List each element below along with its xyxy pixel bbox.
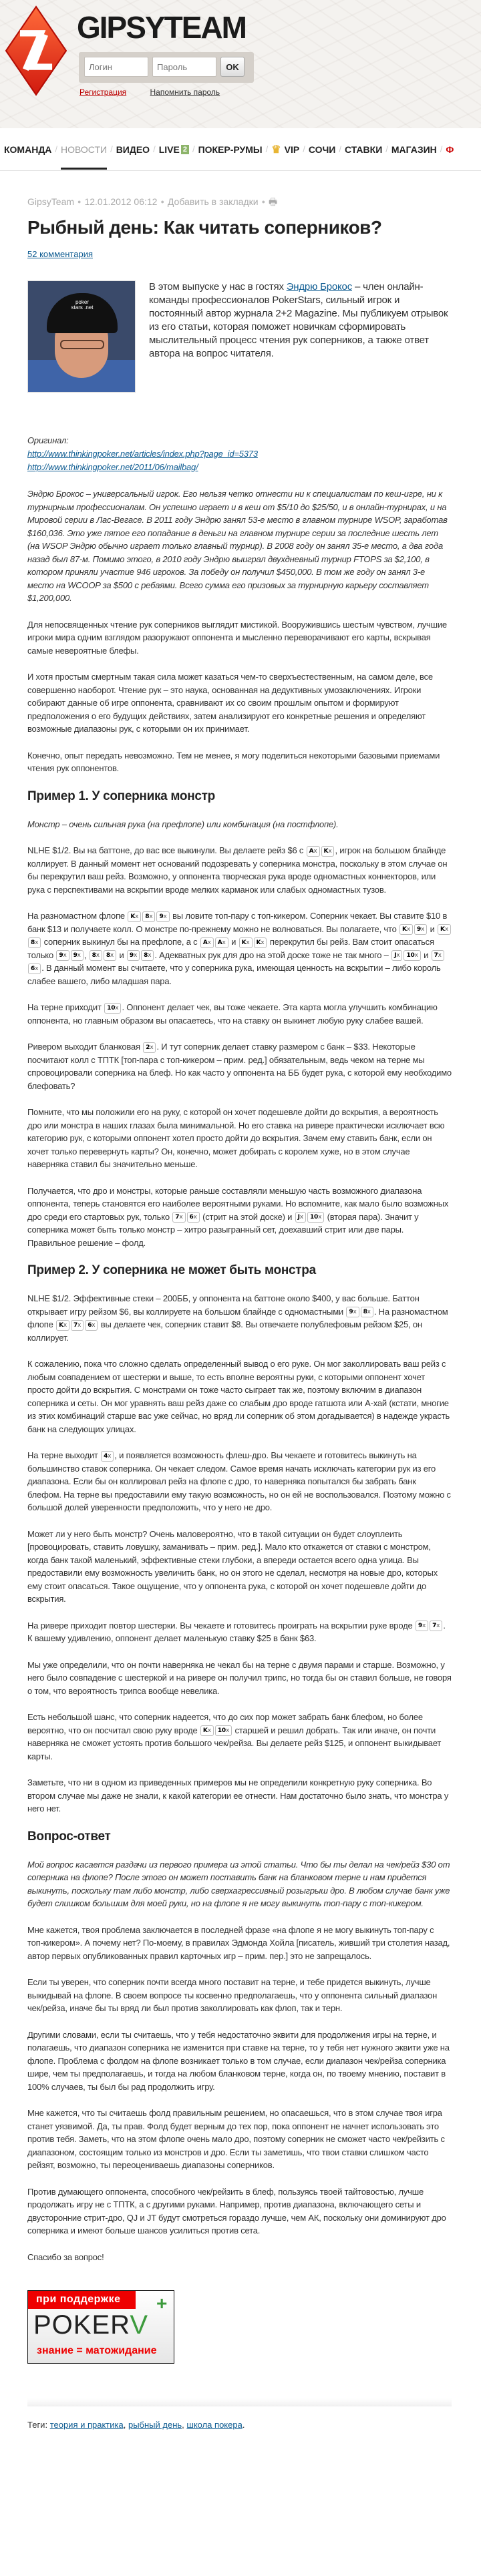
card-badge: 9x (414, 924, 427, 935)
card-badge: Kx (399, 924, 413, 935)
original-sources (27, 434, 452, 474)
site-header (0, 0, 481, 128)
card-badge: 6x (85, 1320, 98, 1331)
nav-label: КОМАНДА (4, 144, 52, 155)
login-ok-button[interactable]: OK (220, 57, 245, 77)
intro-after: – член онлайн-команды профессионалов PokerStars, сильный игрок и постоянный автор журнала 2+2 Magazine. Мы публикуем отрывок из его статьи, которая поможет новичкам сформировать мыслительный процесс чтения рук соперников, а также ответ автора на вопрос читателя. (149, 281, 448, 359)
text-segment: (стрит на этой доске) и (200, 1211, 295, 1222)
thanks-line: Спасибо за вопрос! (27, 2251, 104, 2262)
paragraph-with-cards (27, 1292, 452, 1344)
paragraph: Конечно, опыт передать невозможно. Тем не менее, я могу поделиться некоторыми базовыми приемами чтения рук оппонентов. (27, 750, 440, 773)
intro-before: В этом выпуске у нас в гостях (149, 281, 287, 292)
gipsyteam-logo-icon[interactable] (3, 5, 69, 96)
original-label: Оригинал: (27, 435, 69, 445)
nav-item-poker-rooms[interactable] (198, 144, 263, 155)
card-badge: 8x (142, 911, 155, 922)
nav-item-news[interactable] (61, 144, 107, 155)
answer-paragraph: Другими словами, если ты считаешь, что у тебя недостаточно эквити для продолжения игры на терне, и полагаешь, что диапазон соперника не изменится при ставке на терне, то у тебя нет нужного эквити уже на флопе. Проблема с фолдом на флопе возникает только в том случае, если диапазон чек/рейза соперника шире, чем ты предполагаешь, и тогда на любом бланковом терне, когда он, по твоему мнению, поставит в 100% случаев, ты был бы рад продолжить игру. (27, 2029, 450, 2092)
section-heading-qa: Вопрос-ответ (27, 1829, 111, 1844)
card-badge: 9x (71, 950, 84, 961)
nav-label: ПОКЕР-РУМЫ (198, 144, 263, 155)
article-meta (27, 195, 452, 211)
nav-separator: / (153, 144, 156, 154)
card-badge: 8x (90, 950, 102, 961)
text-segment: , игрок на большом блайнде коллирует. В данный момент нет оснований подозревать у соперника монстра, поскольку в этом случае он бы перекрутил ваш рейз. Возможно, у оппонента творческая рука вроде одномастных коннекторов, или рука с перспективами на вскрытии вроде мелких карманок или слабых одномастных тузов. (27, 845, 448, 895)
paragraph: Помните, что мы положили его на руку, с которой он хочет подешевле дойти до вскрытия, а вероятность дро или монстра в наших глазах была минимальной. Но его ставка на ривере практически исключает всю категорию рук, с которыми оппонент хотел просто дойти до вскрытия. Зачем ему ставить банк, если он хочет только перевернуть карты? Он, конечно, может добирать с королем хуже, но в этом случае наверняка ставил бы значительно меньше. (27, 1107, 445, 1169)
card-badge: 10x (404, 950, 420, 961)
article-date: 12.01.2012 06:12 (84, 196, 158, 207)
answer-paragraph: Мне кажется, что ты считаешь фолд правильным решением, но опасаешься, что в этом случае твоя игра станет уязвимой. Да, ты прав. Фолд будет верным до тех пор, пока оппонент не начнет использовать это против тебя. Заметь, что на этом флопе очень мало дро, поэтому соперник не сможет часто чек/рейзить с диапазоном, состоящим только из монстров и дро. Если ты заметишь, что твои ставки слишком часто рейзят, возможно, ты переоцениваешь диапазоны соперников. (27, 2108, 445, 2170)
card-badge: 9x (127, 950, 140, 961)
section-heading-example-1: Пример 1. У соперника монстр (27, 789, 215, 803)
article-intro (27, 280, 452, 393)
paragraph-with-cards (27, 1449, 452, 1514)
paragraph-with-cards (27, 1185, 452, 1250)
card-badge: Jx (391, 950, 402, 961)
text-segment: вы ловите топ-пару с топ-кикером. Соперник чекает. Вы ставите $10 в банк $13 и получаете колл. О монстре по-прежнему можно не волноваться. Вы полагаете, что (27, 911, 448, 934)
card-badge: Ax (215, 937, 228, 948)
paragraph: Для непосвященных чтение рук соперников выглядит мистикой. Вооружившись шестым чувством, лучшие игроки мира одним взглядом разоружают оппонента и мысленно переворачивают его карты, вскрывая самые невероятные блефы. (27, 619, 447, 656)
remind-password-link[interactable]: Напомнить пароль (150, 87, 220, 97)
site-brand[interactable]: GIPSYTEAM (77, 10, 246, 45)
section-heading-example-2: Пример 2. У соперника не может быть монстра (27, 1263, 316, 1277)
card-badge: 9x (346, 1307, 359, 1317)
nav-label: VIP (284, 144, 300, 155)
card-badge: 7x (71, 1320, 84, 1331)
tag-link[interactable]: школа покера (186, 2420, 243, 2430)
original-link-2[interactable]: http://www.thinkingpoker.net/2011/06/mailbag/ (27, 462, 198, 472)
nav-separator: / (385, 144, 388, 154)
text-segment: На терне приходит (27, 1002, 104, 1012)
author-profile-link[interactable]: Эндрю Брокос (286, 281, 352, 292)
paragraph-with-cards (27, 1040, 452, 1092)
nav-item-team[interactable] (4, 144, 51, 155)
tags-label: Теги: (27, 2420, 48, 2430)
photo-glasses (60, 340, 104, 349)
nav-label: НОВОСТИ (61, 144, 108, 155)
paragraph: К сожалению, пока что сложно сделать определенный вывод о его руке. Он мог заколлировать ваш рейз с любым совпадением от шестерки и выше, то есть вполне вероятны руки, с которыми оппонент хочет просто дойти до вскрытия. С монстрами он тоже часто сыграет так же, поэтому включим в диапазон соперника и сеты. Он мог уравнять ваш рейз даже со слабым дро вроде гатшота или А-хай (кстати, многие из этих комбинаций старше вас уже сейчас, но вряд ли соперник об этом догадывается) в надежде украсть банк на следующих улицах. (27, 1359, 450, 1434)
card-badge: Ax (307, 846, 320, 857)
card-badge: 6x (28, 963, 41, 974)
text-segment: На ривере приходит повтор шестерки. Вы чекаете и готовитесь проиграть на вскрытии руке вроде (27, 1620, 415, 1631)
auth-links (79, 87, 241, 97)
main-nav (0, 128, 481, 171)
answer-paragraph: Против думающего оппонента, способного чек/рейзить в блеф, пользуясь твоей тайтовостью, лучше продолжать игру не с ТПТК, а с другими руками. Например, против диапазона, включающего сеты и двусторонние стрит-дро, QJ и JT будут смотреться гораздо лучше, чем АК, поскольку они доминируют дро соперника и имеют больше шансов усилиться против сета. (27, 2186, 446, 2235)
text-segment: старшей и решил добрать. Так или иначе, он почти наверняка не сможет устоять против большого чек/рейза. Вы делаете рейз $125, и оппонент выкидывает карты. (27, 1725, 442, 1761)
nav-item-forum[interactable] (446, 144, 454, 155)
card-badge: Kx (200, 1725, 214, 1736)
reader-question: Мой вопрос касается раздачи из первого примера из этой статьи. Что бы ты делал на чек/рейз $30 от соперника на флопе? После этого он может поставить банк на бланковом терне и нам придется выкинуть, поскольку там либо монстр, либо сверхагрессивный розыгрыш дро. В любом случае банк уже будет слишком большим для моей руки, но на флопе я не могу выкинуть топ-пару с топ-кикером. (27, 1859, 450, 1908)
card-badge: Kx (321, 846, 335, 857)
text-segment: . Оппонент делает чек, вы тоже чекаете. Эта карта могла улучшить комбинацию оппонента, но главным образом вы опасаетесь, что на ставку он выкинет любую руку слабее вашей. (27, 1002, 438, 1026)
text-segment: NLHE $1/2. Эффективные стеки – 200ББ, у оппонента на баттоне около $400, у вас больше. Баттон открывает игру рейзом $6, вы коллируете на большом блайнде с одномастными (27, 1293, 420, 1317)
paragraph-with-cards (27, 1711, 452, 1763)
answer-paragraph: Мне кажется, твоя проблема заключается в последней фразе «на флопе я не могу выкинуть топ-пару с топ-кикером». А почему нет? По-моему, в правилах Эдмонда Хойла [писатель, живший три столетия назад, автор первых опубликованных правил карточных игр – прим. пер.] это не запрещалось. (27, 1924, 450, 1961)
card-badge: Kx (254, 937, 267, 948)
text-segment: перекрутил бы рейз. Вам стоит опасаться только (27, 937, 434, 960)
crown-icon: ♛ (271, 144, 281, 156)
card-badge: 10x (104, 1003, 121, 1014)
nav-item-shop[interactable] (391, 144, 437, 155)
paragraph: Заметьте, что ни в одном из приведенных примеров мы не определили конкретную руку соперника. Во втором случае мы даже не знали, к какой категории ее отнести. Нам достаточно было знать, что монстра у него нет. (27, 1777, 449, 1813)
paragraph: И хотя простым смертным такая сила может казаться чем-то сверхъестественным, на самом деле, все совершенно наоборот. Чтение рук – это наука, основанная на дедуктивных умозаключениях. Игроки собирают данные об игре оппонента, сравнивают их со своим прошлым опытом и формируют предположения о его будущих действиях, затем анализируют его конкретные решения и определяют возможные диапазоны рук, с которыми он их принимает. (27, 672, 433, 734)
meta-dot: ● (261, 198, 265, 205)
text-segment: и (117, 949, 126, 960)
footer-spacer (27, 2430, 452, 2456)
sponsor-plus: + (156, 2293, 168, 2314)
tag-link[interactable]: теория и практика (49, 2420, 124, 2430)
article (0, 195, 481, 2456)
text-segment: и (421, 949, 431, 960)
nav-label: ВИДЕО (116, 144, 150, 155)
divider (27, 2398, 452, 2406)
text-segment: . В данный момент вы считаете, что у соперника рука, имеющая ценность на вскрытии – либо король слабее вашего, либо младшая пара. (27, 963, 441, 986)
sponsor-label: при поддержке (28, 2291, 136, 2309)
card-badge: 8x (28, 937, 41, 948)
text-segment: На терне выходит (27, 1450, 101, 1460)
nav-separator: / (265, 144, 269, 154)
nav-separator: / (339, 144, 341, 154)
nav-label: LIVE (158, 144, 180, 155)
comments-link[interactable]: 52 комментария (27, 249, 93, 259)
paragraph-with-cards (27, 1001, 452, 1027)
nav-label: Ф (446, 144, 454, 155)
text-segment: Ривером выходит бланковая (27, 1042, 143, 1052)
card-badge: Kx (438, 924, 451, 935)
meta-dot: ● (160, 198, 164, 205)
register-link[interactable]: Регистрация (79, 87, 127, 97)
card-badge: 8x (104, 950, 116, 961)
live-count-badge: 2 (181, 145, 189, 154)
nav-separator: / (192, 144, 195, 154)
article-author[interactable]: GipsyTeam (27, 196, 75, 207)
sponsor-brand (33, 2310, 148, 2340)
card-badge: 7x (172, 1212, 185, 1223)
photo-cap (47, 293, 118, 333)
card-badge: 7x (430, 1621, 442, 1631)
text-segment: (вторая пара). Значит у соперника может быть только монстр – хитро разыгранный сет, доехавший стрит или две пары. Правильное решение – фолд. (27, 1211, 419, 1248)
nav-separator: / (55, 144, 58, 154)
card-badge: Jx (295, 1212, 306, 1223)
nav-item-live[interactable] (159, 144, 189, 155)
nav-item-video[interactable] (116, 144, 150, 155)
photo-cap-text: poker stars .net (71, 299, 94, 310)
answer-paragraph: Если ты уверен, что соперник почти всегда много поставит на терне, и тебе придется выкинуть, лучше выкидывай на флопе. В своем вопросе ты косвенно предполагаешь, что у оппонента сильный диапазон чек/рейза, иначе бы ты вряд ли был против заколлировать как флоп, так и терн. (27, 1977, 438, 2013)
nav-separator: / (440, 144, 443, 154)
author-bio: Эндрю Брокос – универсальный игрок. Его нельзя четко отнести ни к специалистам по кеш-игре, ни к турнирным профессионалам. Он успешно играет и в кеш от $5/10 до $25/50, и в онлайн-турнирах, и на Мировой серии в Лас-Вегасе. В 2011 году Эндрю занял 53-е место в главном турнире WSOP, заработав $160,036. Это уже пятое его попадание в деньги на главном турнире серии за последние шесть лет (на WSOP Эндрю обычно играет только главный турнир). В 2008 году он занял 35-е место, а два года назад был 87-м. Помимо этого, в 2010 году Эндрю выиграл двухдневный турнир FTOPS за $2,100, в котором приняли участие 946 игроков. За победу он получил $450,000. В том же году он занял 3-е место на WCOOP за $500 с ребаями. Всего сумма его призовых за турнирную карьеру составляет $1,200,000. (27, 489, 448, 603)
text-segment: NLHE $1/2. Вы на баттоне, до вас все выкинули. Вы делаете рейз $6 с (27, 845, 306, 855)
paragraph: Может ли у него быть монстр? Очень маловероятно, что в такой ситуации он будет слоуплеить [провоцировать, ставить ловушку, заманивать – прим. ред.]. Мало кто откажется от ставки с монстром, когда банк такой маленький, эффективные стеки глубоки, а впереди остается всего одна улица. Вы предоставили ему возможность увеличить банк, но он этого не сделал, несмотря на новые дро, которых ему стоит опасаться. Такое ощущение, что у оппонента рука, с которой он хочет подешевле дойти до вскрытия. (27, 1528, 438, 1604)
text-segment: , (84, 949, 89, 960)
text-segment: , и появляется возможность флеш-дро. Вы чекаете и готовитесь выкинуть на большинство ставок соперника. Он чекает следом. Самое время начать исключать категории рук из его диапазона. Если бы он коллировал рейз на флопе с дро, то наверняка попытался бы забрать банк блефом. На терне вы предоставили ему такую возможность, но он ей не воспользовался. Поэтому можно с большой долей уверенности предположить, что у него не дро. (27, 1450, 451, 1512)
card-badge: 9x (56, 950, 69, 961)
nav-label: МАГАЗИН (391, 144, 437, 155)
paragraph-with-cards (27, 1619, 452, 1645)
bookmark-link[interactable]: Добавить в закладки (167, 196, 259, 207)
card-badge: Kx (128, 911, 141, 922)
text-segment: вы делаете чек, соперник ставит $8. Вы отвечаете полублефовым рейзом $25, он коллирует. (27, 1319, 422, 1343)
monster-definition: Монстр – очень сильная рука (на префлопе) или комбинация (на постфлопе). (27, 819, 339, 829)
tags: Теги: теория и практика, рыбный день, школа покера. (27, 2420, 245, 2430)
text-segment: и (228, 937, 238, 947)
card-badge: Ax (200, 937, 214, 948)
text-segment: . И тут соперник делает ставку размером с банк – $33. Некоторые посчитают колл с ТПТК [топ-пара с топ-кикером – прим. ред.] обязательным, ведь чеком на терне мы спровоцировали соперника на блеф. Но как часто у оппонента на ББ будет рука, с которой ему необходимо блефовать? (27, 1042, 452, 1091)
pokerv-sponsor-banner[interactable] (27, 2290, 174, 2364)
login-input[interactable] (84, 57, 148, 77)
nav-separator: / (303, 144, 305, 154)
nav-item-sochi[interactable] (309, 144, 336, 155)
nav-label: СТАВКИ (345, 144, 383, 155)
password-input[interactable] (152, 57, 216, 77)
card-badge: 10x (215, 1725, 232, 1736)
paragraph: Мы уже определили, что он почти наверняка не чекал бы на терне с двумя парами и старше. Возможно, у него было совпадение с шестеркой и на ривере он получил трипс, но тогда бы он ставил больше, не говоря о том, что вероятность трипса вообще невелика. (27, 1659, 452, 1696)
text-segment: На разномастном флопе (27, 911, 128, 921)
card-badge: 10x (307, 1212, 324, 1223)
login-form (79, 52, 254, 83)
original-link-1[interactable]: http://www.thinkingpoker.net/articles/index.php?page_id=5373 (27, 449, 258, 459)
nav-item-vip[interactable] (271, 143, 299, 156)
card-badge: 4x (101, 1451, 114, 1462)
sponsor-brand-main: POKER (33, 2310, 130, 2340)
page-title: Рыбный день: Как читать соперников? (27, 217, 382, 238)
text-segment: . К вашему удивлению, оппонент делает маленькую ставку $25 в банк $63. (27, 1620, 446, 1643)
meta-dot: ● (77, 198, 82, 205)
text-segment: Получается, что дро и монстры, которые раньше составляли меньшую часть возможного диапазона оппонента, теперь становятся его наиболее вероятными руками. Но вспомните, как мало было возможных дро среди его стартовых рук, только (27, 1185, 449, 1222)
text-segment: и (428, 923, 438, 934)
print-icon[interactable]: 🖶 (269, 196, 278, 207)
card-badge: 7x (432, 950, 444, 961)
card-badge: 9x (156, 911, 169, 922)
sponsor-brand-v: V (130, 2310, 149, 2340)
text-segment: соперник выкинул бы на префлопе, а с (41, 937, 200, 947)
nav-separator: / (110, 144, 113, 154)
tag-link[interactable]: рыбный день (128, 2420, 182, 2430)
intro-text (149, 280, 452, 393)
text-segment: Есть небольшой шанс, что соперник надеется, что до сих пор может забрать банк блефом, но более вероятно, что он посчитал свою руку вроде (27, 1712, 423, 1735)
author-photo (27, 280, 136, 393)
nav-item-bets[interactable] (345, 144, 382, 155)
text-segment: . На разномастном флопе (27, 1306, 448, 1329)
nav-label: СОЧИ (308, 144, 336, 155)
card-badge: Kx (239, 937, 253, 948)
card-badge: 8x (141, 950, 154, 961)
card-badge: 8x (361, 1307, 373, 1317)
paragraph-with-cards (27, 909, 452, 988)
card-badge: 6x (187, 1212, 200, 1223)
card-badge: 9x (416, 1621, 428, 1631)
sponsor-slogan: знание = матожидание (37, 2345, 157, 2356)
card-badge: 2x (143, 1042, 156, 1053)
card-badge: Kx (56, 1320, 69, 1331)
paragraph-with-cards (27, 844, 452, 896)
text-segment: . Адекватных рук для дро на этой доске тоже не так много – (154, 949, 391, 960)
